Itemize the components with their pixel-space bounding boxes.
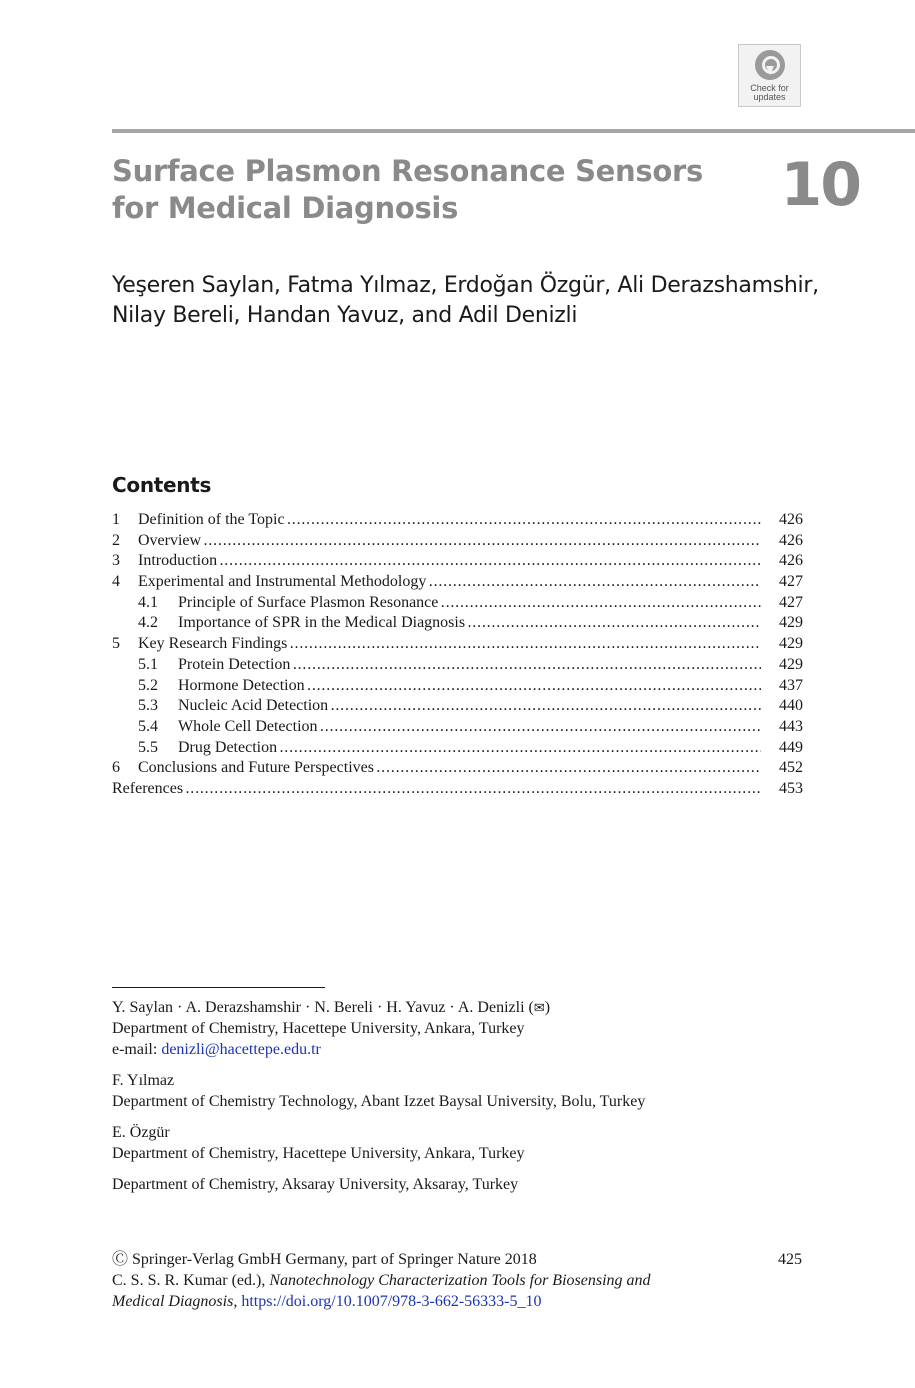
toc-entry-page: 427	[779, 593, 803, 611]
toc-entry-page: 440	[779, 697, 803, 715]
toc-entry-title-text: Hormone Detection	[178, 676, 305, 694]
chapter-number: 10	[780, 150, 860, 220]
toc-entry[interactable]	[112, 717, 803, 738]
toc-entry[interactable]	[112, 551, 803, 572]
toc-entry-page: 426	[779, 531, 803, 549]
toc-entry-page: 449	[779, 738, 803, 756]
toc-entry-page: 426	[779, 511, 803, 528]
affiliation-3-name: E. Özgür	[112, 1124, 170, 1141]
email-link[interactable]: denizli@hacettepe.edu.tr	[161, 1041, 321, 1058]
toc-entry-title	[138, 551, 761, 572]
badge-line-2: updates	[753, 92, 786, 102]
affiliation-1-authors: Y. Saylan · A. Derazshamshir · N. Bereli · H. Yavuz · A. Denizli (	[112, 999, 534, 1016]
page-number: 425	[778, 1251, 802, 1268]
toc-entry-title	[178, 738, 761, 759]
author-line-1: Yeşeren Saylan, Fatma Yılmaz, Erdoğan Özgür, Ali Derazshamshir,	[112, 273, 819, 298]
book-title-part-1: Nanotechnology Characterization Tools for Biosensing and	[269, 1272, 651, 1289]
chapter-title-line-1: Surface Plasmon Resonance Sensors	[112, 154, 703, 188]
toc-entry-page: 429	[779, 635, 803, 653]
toc-entry-title-text: Introduction	[138, 552, 218, 570]
toc-entry-title	[138, 510, 761, 531]
citation-separator: ,	[233, 1293, 242, 1310]
affiliation-1-close-paren: )	[544, 999, 551, 1016]
citation-line-1	[112, 1270, 651, 1291]
toc-entry[interactable]	[112, 572, 803, 593]
copyright-line: Ⓒ Springer-Verlag GmbH Germany, part of Springer Nature 2018	[112, 1251, 537, 1268]
doi-link[interactable]: https://doi.org/10.1007/978-3-662-56333-5_10	[241, 1293, 542, 1310]
affiliation-1-dept: Department of Chemistry, Hacettepe University, Ankara, Turkey	[112, 1020, 525, 1037]
toc-entry[interactable]	[112, 510, 803, 531]
toc-entry-title	[138, 758, 761, 779]
toc-entry-number: 3	[112, 552, 120, 570]
toc-entry-page: 437	[779, 676, 803, 694]
author-line-2: Nilay Bereli, Handan Yavuz, and Adil Denizli	[112, 303, 578, 328]
toc-entry-number: 5.4	[138, 717, 158, 735]
toc-entry-title-text: Key Research Findings	[138, 635, 288, 653]
toc-entry-page: 443	[779, 717, 803, 735]
toc-entry-page: 426	[779, 552, 803, 570]
toc-entry[interactable]	[112, 779, 803, 800]
toc-entry-title	[178, 655, 761, 676]
toc-entry-page: 452	[779, 759, 803, 777]
toc-entry-title-text: Protein Detection	[178, 655, 291, 673]
footnote-rule	[112, 987, 325, 988]
affiliation-3-dept: Department of Chemistry, Hacettepe University, Ankara, Turkey	[112, 1145, 525, 1162]
toc-entry[interactable]	[112, 531, 803, 552]
citation-line-2	[112, 1291, 541, 1312]
affiliation-4-dept: Department of Chemistry, Aksaray University, Aksaray, Turkey	[112, 1176, 519, 1193]
toc-entry-title	[178, 676, 761, 697]
toc-entry-number: 4.1	[138, 593, 158, 611]
toc-entry-title-text: Overview	[138, 531, 202, 549]
toc-entry-title-text: Principle of Surface Plasmon Resonance	[178, 593, 439, 611]
chapter-title	[112, 153, 712, 227]
toc-entry-title-text: Conclusions and Future Perspectives	[138, 759, 374, 777]
toc-entry-title-text: Whole Cell Detection	[178, 717, 318, 735]
toc-entry-title-text: Nucleic Acid Detection	[178, 697, 329, 715]
toc-entry-title-text: References	[112, 779, 184, 797]
badge-label	[739, 84, 800, 102]
toc-entry-page: 427	[779, 573, 803, 591]
badge-line-1: Check for	[750, 83, 789, 93]
toc-entry-number: 5.1	[138, 655, 158, 673]
toc-entry-page: 429	[779, 655, 803, 673]
check-for-updates-badge[interactable]	[738, 44, 801, 107]
toc-entry-title-text: Importance of SPR in the Medical Diagnosis	[178, 614, 466, 632]
toc-entry-title	[178, 696, 761, 717]
affiliation-1-names	[112, 997, 550, 1019]
toc-entry[interactable]	[112, 696, 803, 717]
toc-entry-title	[138, 531, 761, 552]
check-updates-icon	[755, 50, 785, 80]
affiliation-1-email-line	[112, 1039, 321, 1060]
toc-entry[interactable]	[112, 758, 803, 779]
affiliation-2-name: F. Yılmaz	[112, 1072, 175, 1089]
book-title-part-2: Medical Diagnosis	[112, 1293, 234, 1310]
toc-entry-number: 5.2	[138, 676, 158, 694]
toc-entry[interactable]	[112, 613, 803, 634]
toc-entry-title-text: Definition of the Topic	[138, 511, 285, 528]
toc-entry-number: 1	[112, 511, 120, 528]
email-label: e-mail:	[112, 1041, 162, 1058]
toc-entry-title	[138, 572, 761, 593]
toc-entry-page: 453	[779, 779, 803, 797]
toc-entry-number: 5.5	[138, 738, 158, 756]
affiliation-2-dept: Department of Chemistry Technology, Abant Izzet Baysal University, Bolu, Turkey	[112, 1093, 646, 1110]
toc-entry-number: 5.3	[138, 697, 158, 715]
chapter-title-line-2: for Medical Diagnosis	[112, 191, 459, 225]
citation-editor: C. S. S. R. Kumar (ed.),	[112, 1272, 270, 1289]
toc-entry-number: 4	[112, 573, 120, 591]
toc-entry-page: 429	[779, 614, 803, 632]
toc-entry-title-text: Drug Detection	[178, 738, 278, 756]
envelope-icon: ✉	[533, 1001, 545, 1016]
contents-heading: Contents	[112, 473, 212, 497]
toc-entry-title-text: Experimental and Instrumental Methodology	[138, 573, 427, 591]
toc-entry-number: 6	[112, 759, 120, 777]
toc-entry-number: 4.2	[138, 614, 158, 632]
toc-entry-number: 2	[112, 531, 120, 549]
author-list	[112, 271, 832, 331]
toc-entry-title	[178, 717, 761, 738]
toc-entry-title	[138, 634, 761, 655]
toc-entry[interactable]	[112, 676, 803, 697]
toc-entry[interactable]	[112, 593, 803, 614]
toc-entry-title	[178, 613, 761, 634]
table-of-contents	[112, 510, 803, 800]
toc-entry-number: 5	[112, 635, 120, 653]
header-rule	[112, 129, 915, 133]
toc-entry[interactable]	[112, 738, 803, 759]
toc-entry-title	[112, 779, 761, 800]
toc-entry-title	[178, 593, 761, 614]
toc-entry[interactable]	[112, 655, 803, 676]
toc-entry[interactable]	[112, 634, 803, 655]
